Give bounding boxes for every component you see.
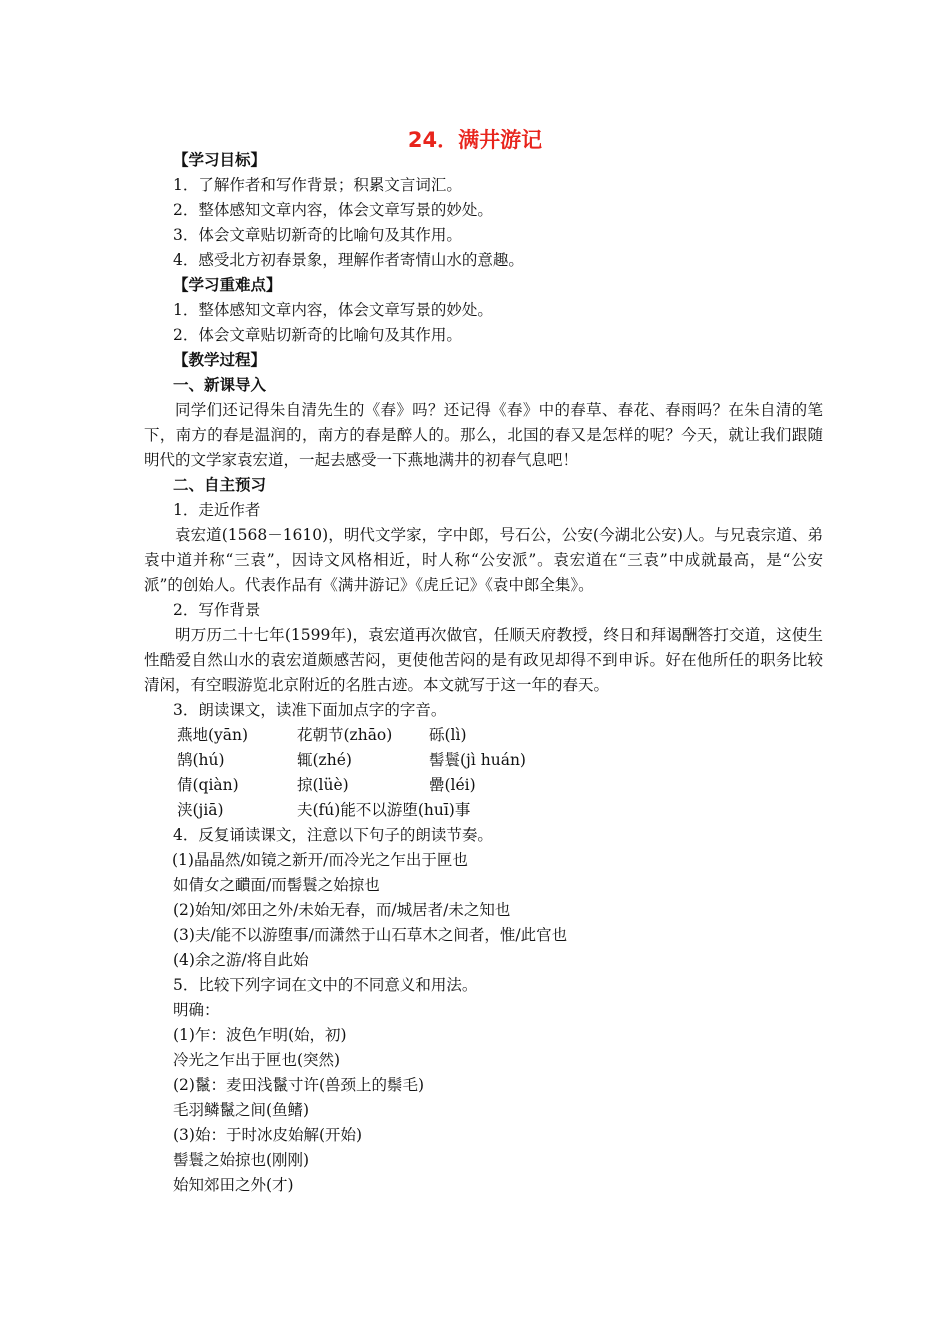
rhythm-item: (3)夫/能不以游堕事/而潇然于山石草木之间者，惟/此官也 (173, 926, 568, 944)
intro-paragraph: 同学们还记得朱自清先生的《春》吗？还记得《春》中的春草、春花、春雨吗？在朱自清的笔下，南方的春是温润的，南方的春是醉人的。那么，北国的春又是怎样的呢？今天，就让我们跟随明代的文学家袁宏道，一起去感受一下燕地满井的初春气息吧！ (144, 401, 823, 469)
background-heading: 2．写作背景 (173, 601, 261, 619)
section-heading-process: 【教学过程】 (173, 351, 267, 369)
pronunciation-item: 花朝节(zhāo) (297, 726, 393, 744)
rhythm-item: (2)始知/郊田之外/未始无春，而/城居者/未之知也 (173, 901, 511, 919)
pronunciation-row (173, 748, 823, 773)
pronunciation-item: 辄(zhé) (297, 751, 352, 769)
pronunciation-item: 掠(lüè) (297, 776, 349, 794)
section-heading-key: 【学习重难点】 (173, 276, 282, 294)
pronunciation-item: 髻鬟(jì huán) (429, 751, 526, 769)
compare-item: (1)乍：波色乍明(始，初) (173, 1026, 347, 1044)
pronunciation-row (173, 798, 823, 823)
key-item: 2．体会文章贴切新奇的比喻句及其作用。 (173, 326, 462, 344)
pronunciation-item: 砾(lì) (429, 726, 467, 744)
pronunciation-item: 夫(fú)能不以游堕(huī)事 (297, 801, 471, 819)
pronunciation-item: 燕地(yān) (177, 726, 249, 744)
compare-item: 明确： (173, 1001, 220, 1019)
pronunciation-item: 鹄(hú) (177, 751, 225, 769)
goal-item: 4．感受北方初春景象，理解作者寄情山水的意趣。 (173, 251, 524, 269)
pronunciation-heading: 3．朗读课文，读准下面加点字的字音。 (173, 701, 447, 719)
pronunciation-item: 罍(léi) (429, 776, 476, 794)
rhythm-item: 如倩女之靧面/而髻鬟之始掠也 (173, 876, 380, 894)
rhythm-item: (4)余之游/将自此始 (173, 951, 309, 969)
compare-item: 髻鬟之始掠也(刚刚) (173, 1151, 310, 1169)
compare-item: 毛羽鳞鬣之间(鱼鳍) (173, 1101, 310, 1119)
compare-heading: 5．比较下列字词在文中的不同意义和用法。 (173, 976, 478, 994)
rhythm-item: (1)晶晶然/如镜之新开/而冷光之乍出于匣也 (172, 851, 468, 869)
rhythm-heading-text: 4．反复诵读课文，注意以下句子的朗读节奏。 (173, 826, 493, 844)
pronunciation-item: 倩(qiàn) (177, 776, 239, 794)
key-item: 1．整体感知文章内容，体会文章写景的妙处。 (173, 301, 493, 319)
subheading-preview: 二、自主预习 (173, 476, 267, 494)
compare-item: (2)鬣：麦田浅鬣寸许(兽颈上的鬃毛) (173, 1076, 425, 1094)
section-heading-goals: 【学习目标】 (173, 151, 267, 169)
pronunciation-item: 浃(jiā) (177, 801, 224, 819)
goal-item: 2．整体感知文章内容，体会文章写景的妙处。 (173, 201, 493, 219)
compare-item: 始知郊田之外(才) (173, 1176, 294, 1194)
page-title: 24．满井游记 (407, 128, 543, 152)
pronunciation-row (173, 773, 823, 798)
background-paragraph: 明万历二十七年(1599年)，袁宏道再次做官，任顺天府教授，终日和拜谒酬答打交道，这使生性酷爱自然山水的袁宏道颇感苦闷，更使他苦闷的是有政见却得不到申诉。好在他所任的职务比较清闲，有空暇游览北京附近的名胜古迹。本文就写于这一年的春天。 (144, 626, 823, 694)
compare-item: 冷光之乍出于匣也(突然) (173, 1051, 341, 1069)
author-heading: 1．走近作者 (173, 501, 261, 519)
document-body (144, 148, 823, 1198)
rhythm-heading (144, 823, 823, 848)
goal-item: 1．了解作者和写作背景；积累文言词汇。 (173, 176, 462, 194)
author-paragraph: 袁宏道(1568－1610)，明代文学家，字中郎，号石公，公安(今湖北公安)人。与兄袁宗道、弟袁中道并称“三袁”，因诗文风格相近，时人称“公安派”。袁宏道在“三袁”中成就最高，是“公安派”的创始人。代表作品有《满井游记》《虎丘记》《袁中郎全集》。 (144, 526, 823, 594)
goal-item: 3．体会文章贴切新奇的比喻句及其作用。 (173, 226, 462, 244)
compare-item: (3)始：于时冰皮始解(开始) (173, 1126, 363, 1144)
subheading-intro: 一、新课导入 (173, 376, 267, 394)
pronunciation-row (173, 723, 823, 748)
